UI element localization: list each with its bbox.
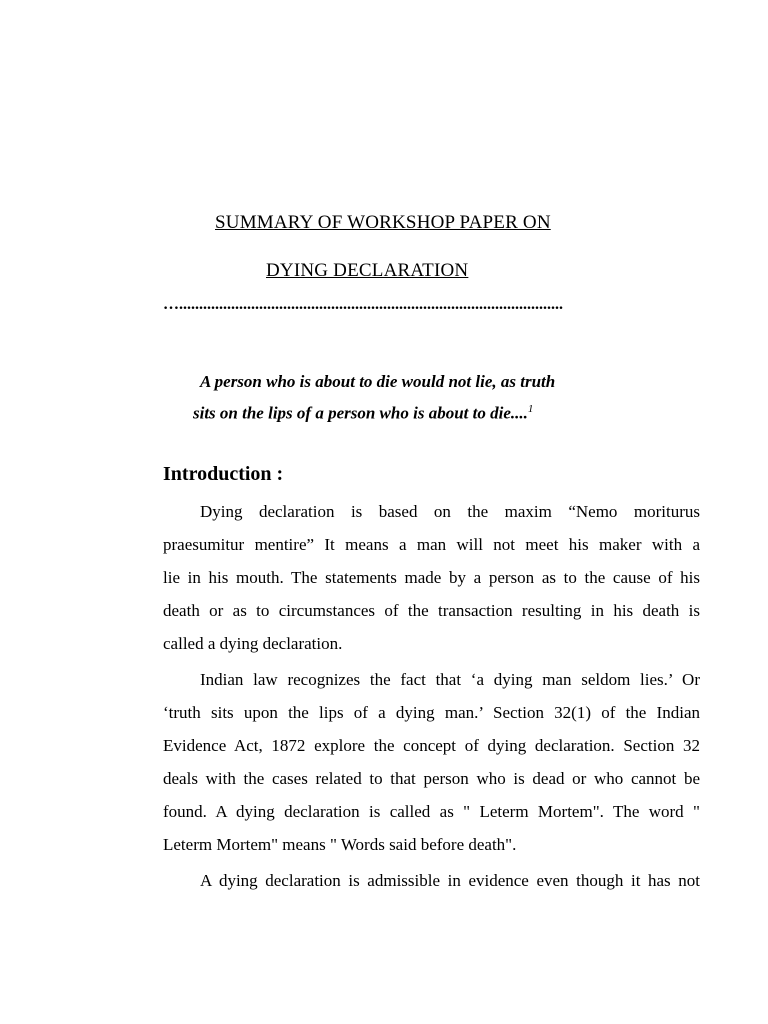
document-title-line-2: DYING DECLARATION bbox=[266, 260, 469, 281]
paragraph-line: Indian law recognizes the fact that ‘a dying man seldom lies.’ Or bbox=[200, 670, 700, 689]
epigraph-line-2 bbox=[193, 403, 533, 424]
paragraph-line: death or as to circumstances of the transaction resulting in his death is bbox=[163, 601, 700, 620]
epigraph-line-1: A person who is about to die would not lie, as truth bbox=[200, 372, 556, 391]
paragraph-line: lie in his mouth. The statements made by a person as to the cause of his bbox=[163, 568, 700, 587]
epigraph-line-2-text: sits on the lips of a person who is about to die.... bbox=[193, 403, 528, 423]
paragraph-line: called a dying declaration. bbox=[163, 634, 343, 653]
paragraph-line: Leterm Mortem" means " Words said before death". bbox=[163, 835, 517, 854]
dotted-separator: …................................................................................................ bbox=[163, 296, 563, 313]
paragraph-line: A dying declaration is admissible in evidence even though it has not bbox=[200, 871, 700, 890]
section-heading-introduction: Introduction : bbox=[163, 463, 284, 485]
paragraph-line: ‘truth sits upon the lips of a dying man.’ Section 32(1) of the Indian bbox=[163, 703, 700, 722]
document-title-line-1: SUMMARY OF WORKSHOP PAPER ON bbox=[215, 212, 551, 233]
paragraph-line: Dying declaration is based on the maxim “Nemo moriturus bbox=[200, 502, 700, 521]
paragraph-line: deals with the cases related to that person who is dead or who cannot be bbox=[163, 769, 700, 788]
footnote-mark[interactable]: 1 bbox=[527, 403, 534, 415]
paragraph-line: found. A dying declaration is called as " Leterm Mortem". The word " bbox=[163, 802, 700, 821]
paragraph-line: Evidence Act, 1872 explore the concept of dying declaration. Section 32 bbox=[163, 736, 700, 755]
paragraph-line: praesumitur mentire” It means a man will not meet his maker with a bbox=[163, 535, 700, 554]
